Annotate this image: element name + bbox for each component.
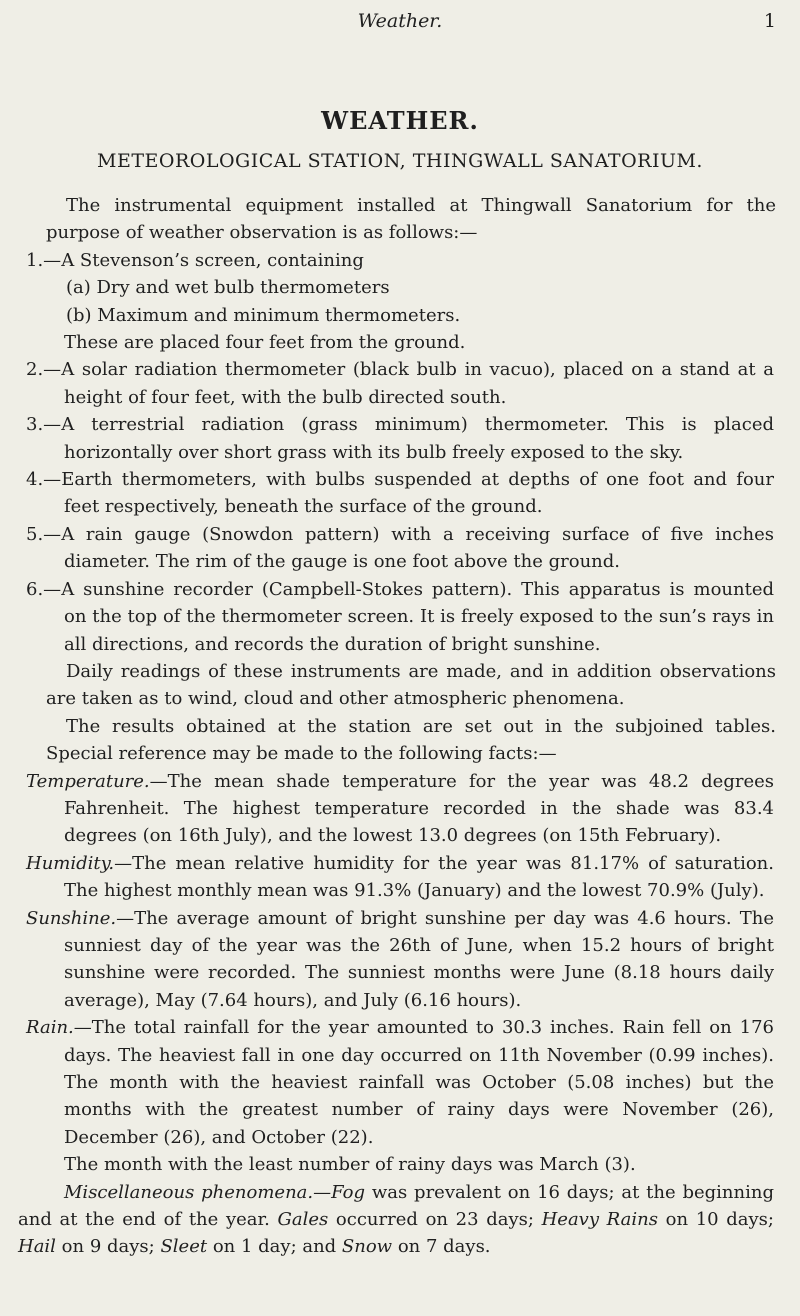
page-title: WEATHER. — [321, 106, 479, 135]
page-number: 1 — [763, 10, 776, 32]
equipment-item-3: 3.—A terrestrial radiation (grass minimum) thermometer. This is placed horizontally over short grass with its bulb freely exposed to the sky. — [26, 414, 774, 463]
body-text — [0, 192, 800, 1261]
equipment-subitem-a: (a) Dry and wet bulb thermometers — [66, 277, 390, 299]
fact-rain-note: The month with the least number of rainy days was March (3). — [64, 1154, 636, 1176]
fact-rain: Rain.—The total rainfall for the year amounted to 30.3 inches. Rain fell on 176 days. The heaviest fall in one day occurred on 11th November (0.99 inches). The month with the heaviest rainfall was October (5.08 inches) but the months with the greatest number of rainy days were November (26), December (26), and October (22). — [26, 1017, 774, 1148]
equipment-item-4: 4.—Earth thermometers, with bulbs suspended at depths of one foot and four feet respectively, beneath the surface of the ground. — [26, 469, 774, 518]
equipment-item-6: 6.—A sunshine recorder (Campbell-Stokes pattern). This apparatus is mounted on the top of the thermometer screen. It is freely exposed to the sun’s rays in all directions, and records the duration of bright sunshine. — [26, 578, 774, 655]
equipment-item-1: 1.—A Stevenson’s screen, containing — [26, 249, 364, 271]
results-intro-paragraph: The results obtained at the station are set out in the subjoined tables. Special reference may be made to the following facts:— — [46, 715, 776, 765]
equipment-item-2: 2.—A solar radiation thermometer (black bulb in vacuo), placed on a stand at a height of four feet, with the bulb directed south. — [26, 359, 774, 408]
fact-sunshine: Sunshine.—The average amount of bright sunshine per day was 4.6 hours. The sunniest day of the year was the 26th of June, when 15.2 hours of bright sunshine were recorded. The sunniest months were June (8.18 hours daily average), May (7.64 hours), and July (6.16 hours). — [26, 907, 774, 1011]
running-head — [0, 10, 800, 36]
fact-temperature: Temperature.—The mean shade temperature for the year was 48.2 degrees Fahrenheit. The highest temperature recorded in the shade was 83.4 degrees (on 16th July), and the lowest 13.0 degrees (on 15th February). — [26, 770, 774, 847]
intro-paragraph: The instrumental equipment installed at Thingwall Sanatorium for the purpose of weather observation is as follows:— — [46, 195, 776, 244]
daily-readings-paragraph: Daily readings of these instruments are made, and in addition observations are taken as to wind, cloud and other atmospheric phenomena. — [46, 660, 776, 710]
equipment-subitem-b: (b) Maximum and minimum thermometers. — [66, 304, 461, 326]
running-title: Weather. — [357, 10, 443, 32]
fact-miscellaneous: Miscellaneous phenomena.—Fog was prevalent on 16 days; at the beginning and at the end of the year. Gales occurred on 23 days; Heavy Rains on 10 days; Hail on 9 days; Sleet on 1 day; and Snow on 7 days. — [18, 1181, 774, 1258]
fact-humidity: Humidity.—The mean relative humidity for the year was 81.17% of saturation. The highest monthly mean was 91.3% (January) and the lowest 70.9% (July). — [26, 852, 774, 902]
equipment-item-5: 5.—A rain gauge (Snowdon pattern) with a receiving surface of five inches diameter. The rim of the gauge is one foot above the ground. — [26, 523, 774, 573]
equipment-note: These are placed four feet from the ground. — [64, 332, 466, 354]
page-subtitle: METEOROLOGICAL STATION, THINGWALL SANATORIUM. — [97, 150, 703, 172]
